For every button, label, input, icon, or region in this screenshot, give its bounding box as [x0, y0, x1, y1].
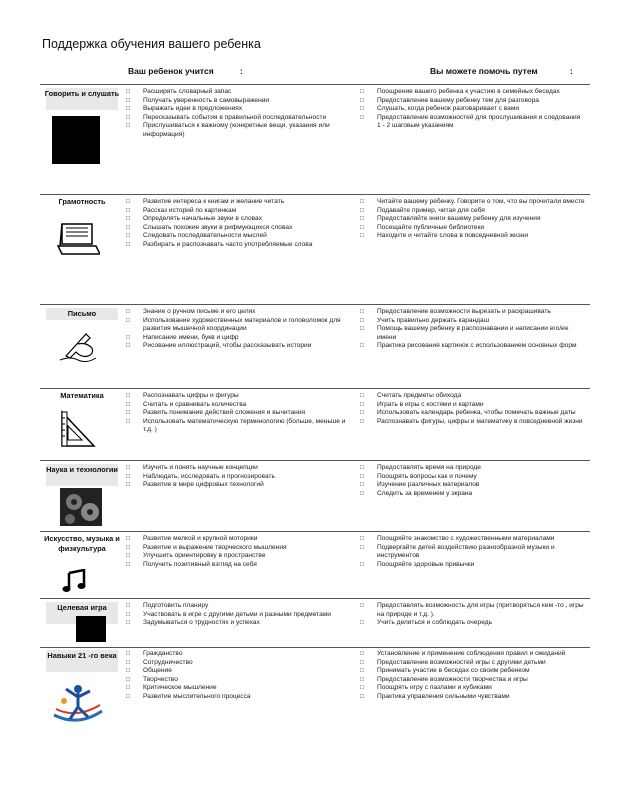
book-icon — [56, 218, 100, 258]
list-item: □ Выражать идеи в предложениях — [126, 105, 354, 114]
list-item: □ Общение — [126, 667, 354, 676]
list-item: □ Поощряйте знакомство с художественными материалами — [360, 535, 585, 544]
list-item: □ Знание о ручном письме и его целях — [126, 308, 354, 317]
list-item: □ Получать уверенность в самовыражении — [126, 97, 354, 106]
header-colon-right: : — [570, 66, 573, 76]
list-item: □ Развить понимание действий сложения и вычитания — [126, 409, 354, 418]
ruler-triangle-icon — [60, 408, 96, 448]
page-title: Поддержка обучения вашего ребенка — [42, 37, 261, 51]
category-label: Говорить и слушать — [44, 89, 120, 98]
list-item: □ Читайте вашему ребенку. Говорите о том, что вы прочитали вместе — [360, 198, 585, 207]
header-colon-left: : — [240, 66, 243, 76]
divider — [40, 598, 590, 599]
learns-list — [126, 602, 354, 628]
list-item: □ Изучить и понять научные концепции — [126, 464, 354, 473]
list-item: □ Задумываться о трудностях и успехах — [126, 619, 354, 628]
list-item: □ Считать и сравнивать количества — [126, 401, 354, 410]
list-item: □ Развитие в мире цифровых технологий — [126, 481, 354, 490]
list-item: □ Слушать, когда ребенок разговаривает с вами — [360, 105, 585, 114]
list-item: □ Предоставлять возможность для игры (притворяться кем -то , игры на природе и т.д. ). — [360, 602, 585, 619]
list-item: □ Предоставление возможности вырезать и раскрашивать — [360, 308, 585, 317]
list-item: □ Предоставление вашему ребенку тем для разговора — [360, 97, 585, 106]
help-list — [360, 88, 585, 131]
list-item: □ Подготовить планиру — [126, 602, 354, 611]
list-item: □ Слышать похожие звуки в рифмующихся словах — [126, 224, 354, 233]
list-item: □ Развитие мелкой и крупной моторики — [126, 535, 354, 544]
list-item: □ Поощряйте здоровые привычки — [360, 561, 585, 570]
list-item: □ Критическое мышление — [126, 684, 354, 693]
list-item: □ Считать предметы обихода — [360, 392, 585, 401]
learns-list — [126, 392, 354, 435]
list-item: □ Использовать календарь ребенка, чтобы помечать важные даты — [360, 409, 585, 418]
list-item: □ Использование художественных материалов и головоломок для развития мышечной координации — [126, 317, 354, 334]
list-item: □ Играть в игры с костями и картами — [360, 401, 585, 410]
header-left: Ваш ребенок учится — [128, 66, 214, 76]
list-item: □ Написание имени, букв и цифр — [126, 334, 354, 343]
help-list — [360, 308, 585, 351]
help-list — [360, 535, 585, 569]
list-item: □ Пересказывать события в правильной последовательности — [126, 114, 354, 123]
learns-list — [126, 535, 354, 569]
list-item: □ Поощрять игру с пазлами и кубиками — [360, 684, 585, 693]
list-item: □ Предоставлять время на природе — [360, 464, 585, 473]
list-item: □ Установление и применение соблюдения правил и ожиданий — [360, 650, 585, 659]
list-item: □ Наблюдать, исследовать и прогнозировать — [126, 473, 354, 482]
list-item: □ Учить правильно держать карандаш — [360, 317, 585, 326]
list-item: □ Поощрение вашего ребенка к участию в семейных беседах — [360, 88, 585, 97]
list-item: □ Разбирать и распознавать часто употребляемые слова — [126, 241, 354, 250]
list-item: □ Предоставляйте книги вашему ребенку для изучения — [360, 215, 585, 224]
music-note-icon — [62, 569, 88, 593]
header-right: Вы можете помочь путем — [430, 66, 538, 76]
list-item: □ Расширять словарный запас — [126, 88, 354, 97]
list-item: □ Рисование иллюстраций, чтобы рассказывать истории — [126, 342, 354, 351]
list-item: □ Поощрять вопросы как и почему — [360, 473, 585, 482]
list-item: □ Предоставление возможностей игры с другими детьми — [360, 659, 585, 668]
list-item: □ Распознавать фигуры, цифры и математику в повседневной жизни — [360, 418, 585, 427]
list-item: □ Изучение различных материалов — [360, 481, 585, 490]
help-list — [360, 650, 585, 702]
category-label: Грамотность — [58, 197, 106, 206]
category-label: Письмо — [67, 309, 97, 318]
list-item: □ Следовать последовательности мыслей — [126, 232, 354, 241]
category-label: Математика — [60, 391, 104, 400]
list-item: □ Использовать математическую терминологию (больше, меньше и т.д. ) — [126, 418, 354, 435]
list-item: □ Находите и читайте слова в повседневной жизни — [360, 232, 585, 241]
help-list — [360, 464, 585, 498]
list-item: □ Гражданство — [126, 650, 354, 659]
divider — [40, 84, 590, 85]
divider — [40, 388, 590, 389]
pen-hand-icon — [56, 326, 100, 366]
help-list — [360, 602, 585, 628]
list-item: □ Практика управления сильными чувствами — [360, 693, 585, 702]
category-label: Целевая игра — [57, 603, 107, 612]
list-item: □ Развитие интереса к книгам и желание читать — [126, 198, 354, 207]
help-list — [360, 198, 585, 241]
list-item: □ Определять начальные звуки в словах — [126, 215, 354, 224]
list-item: □ Принимать участие в беседах со своим ребенком — [360, 667, 585, 676]
row-writing — [40, 306, 590, 386]
list-item: □ Предоставление возможности творчества и игры — [360, 676, 585, 685]
divider — [40, 194, 590, 195]
help-list — [360, 392, 585, 426]
list-item: □ Улучшить ориентировку в пространстве — [126, 552, 354, 561]
learns-list — [126, 88, 354, 140]
learns-list — [126, 464, 354, 490]
list-item: □ Учить делиться и соблюдать очередь — [360, 619, 585, 628]
divider — [40, 647, 590, 648]
divider — [40, 460, 590, 461]
row-literacy — [40, 196, 590, 302]
list-item: □ Развитие и выражение творческого мышления — [126, 544, 354, 553]
gears-icon — [60, 488, 102, 526]
list-item: □ Получить позитивный взгляд на себя — [126, 561, 354, 570]
list-item: □ Участвовать в игре с другими детьми и разными предметами — [126, 611, 354, 620]
divider — [40, 304, 590, 305]
row-play — [40, 600, 590, 646]
row-arts — [40, 533, 590, 597]
list-item: □ Рассказ историй по картинкам — [126, 207, 354, 216]
list-item: □ Распознавать цифры и фигуры — [126, 392, 354, 401]
black-square-image — [76, 616, 106, 642]
list-item: □ Прислушиваться к важному (конкретные вещи, указания или информация) — [126, 122, 354, 139]
category-label: Навыки 21 -го века — [47, 651, 117, 660]
row-speaking — [40, 86, 590, 192]
list-item: □ Предоставление возможностей для прослушивания и следования 1 - 2 шаговым указаниям — [360, 114, 585, 131]
list-item: □ Помощь вашему ребенку в распознавании и написании его/ее имени — [360, 325, 585, 342]
row-math — [40, 390, 590, 458]
black-square-image — [52, 116, 100, 164]
category-label: Искусство, музыка и физкультура — [44, 534, 120, 553]
divider — [40, 531, 590, 532]
list-item: □ Посещайте публичные библиотеки — [360, 224, 585, 233]
list-item: □ Следить за временем у экрана — [360, 490, 585, 499]
list-item: □ Развитие мыслительного процесса — [126, 693, 354, 702]
category-label: Наука и технологии — [46, 465, 118, 474]
list-item: □ Подвергайте детей воздействию разнообразной музыки и инструментов — [360, 544, 585, 561]
row-21st-century — [40, 649, 590, 769]
learns-list — [126, 308, 354, 351]
learns-list — [126, 198, 354, 250]
row-science — [40, 462, 590, 530]
list-item: □ Творчество — [126, 676, 354, 685]
list-item: □ Практика рисования картинок с использованием основных форм — [360, 342, 585, 351]
figure-logo-icon — [50, 681, 106, 727]
learns-list — [126, 650, 354, 702]
list-item: □ Подавайте пример, читая для себя — [360, 207, 585, 216]
list-item: □ Сотрудничество — [126, 659, 354, 668]
